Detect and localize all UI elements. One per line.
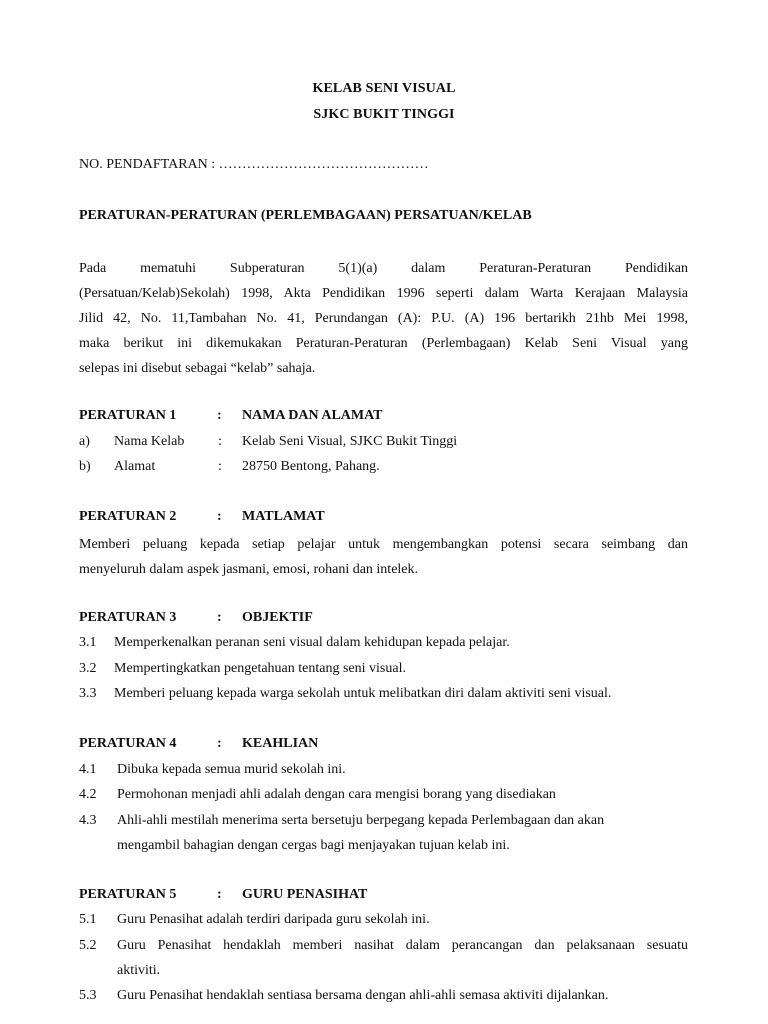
peraturan-title: MATLAMAT xyxy=(242,509,325,524)
peraturan-label: PERATURAN 4 xyxy=(79,736,177,751)
peraturan-label: PERATURAN 3 xyxy=(79,610,177,625)
item-text: Mempertingkatkan pengetahuan tentang seni visual. xyxy=(114,661,406,676)
peraturan-4-heading xyxy=(79,736,688,756)
item-field: Nama Kelab xyxy=(114,434,185,449)
intro-line: maka berikut ini dikemukakan Peraturan-Peraturan (Perlembagaan) Kelab Seni Visual yang xyxy=(79,336,688,351)
peraturan-2-heading xyxy=(79,509,688,529)
peraturan-label: PERATURAN 5 xyxy=(79,887,177,902)
paragraph-line: menyeluruh dalam aspek jasmani, emosi, rohani dan intelek. xyxy=(79,562,419,577)
peraturan-1-heading xyxy=(79,408,688,428)
item-number: 3.1 xyxy=(79,635,97,650)
item-number: 5.1 xyxy=(79,912,97,927)
registration-number-line: NO. PENDAFTARAN : ……………………………………… xyxy=(79,157,429,172)
item-text: Dibuka kepada semua murid sekolah ini. xyxy=(117,762,346,777)
peraturan-3-heading xyxy=(79,610,688,630)
document-title-line2: SJKC BUKIT TINGGI xyxy=(313,107,455,122)
list-item xyxy=(79,459,688,479)
item-number: 3.3 xyxy=(79,686,97,701)
document-title-line1: KELAB SENI VISUAL xyxy=(312,81,456,96)
item-value: Kelab Seni Visual, SJKC Bukit Tinggi xyxy=(242,434,458,449)
peraturan-5-heading xyxy=(79,887,688,907)
peraturan-title: KEAHLIAN xyxy=(242,736,319,751)
item-number: 4.2 xyxy=(79,787,97,802)
item-value: 28750 Bentong, Pahang. xyxy=(242,459,380,474)
item-text xyxy=(117,808,688,858)
heading-colon: : xyxy=(217,408,222,423)
item-text xyxy=(117,933,688,983)
item-marker: a) xyxy=(79,434,90,449)
item-field: Alamat xyxy=(114,459,156,474)
item-number: 3.2 xyxy=(79,661,97,676)
paragraph-line: Memberi peluang kepada setiap pelajar untuk mengembangkan potensi secara seimbang dan xyxy=(79,537,688,552)
item-text: Memperkenalkan peranan seni visual dalam kehidupan kepada pelajar. xyxy=(114,635,510,650)
item-text-line: mengambil bahagian dengan cergas bagi menjayakan tujuan kelab ini. xyxy=(117,838,510,853)
heading-colon: : xyxy=(217,509,222,524)
item-colon: : xyxy=(218,434,222,449)
item-colon: : xyxy=(218,459,222,474)
item-text: Memberi peluang kepada warga sekolah untuk melibatkan diri dalam aktiviti seni visual. xyxy=(114,686,612,701)
peraturan-title: NAMA DAN ALAMAT xyxy=(242,408,383,423)
item-text: Permohonan menjadi ahli adalah dengan cara mengisi borang yang disediakan xyxy=(117,787,556,802)
heading-colon: : xyxy=(217,887,222,902)
peraturan-title: GURU PENASIHAT xyxy=(242,887,368,902)
intro-line: selepas ini disebut sebagai “kelab” sahaja. xyxy=(79,361,316,376)
intro-paragraph xyxy=(79,256,688,381)
peraturan-label: PERATURAN 2 xyxy=(79,509,177,524)
item-marker: b) xyxy=(79,459,91,474)
peraturan-label: PERATURAN 1 xyxy=(79,408,177,423)
list-item xyxy=(79,434,688,454)
item-text-line: Ahli-ahli mestilah menerima serta bersetuju berpegang kepada Perlembagaan dan akan xyxy=(117,813,605,828)
item-text-line: aktiviti. xyxy=(117,963,161,978)
intro-line: Pada mematuhi Subperaturan 5(1)(a) dalam Peraturan-Peraturan Pendidikan xyxy=(79,261,688,276)
peraturan-2-paragraph xyxy=(79,532,688,582)
item-text: Guru Penasihat hendaklah sentiasa bersama dengan ahli-ahli semasa aktiviti dijalankan. xyxy=(117,988,609,1003)
item-number: 5.3 xyxy=(79,988,97,1003)
heading-colon: : xyxy=(217,610,222,625)
intro-line: (Persatuan/Kelab)Sekolah) 1998, Akta Pendidikan 1996 seperti dalam Warta Kerajaan Malaysia xyxy=(79,286,688,301)
item-number: 4.1 xyxy=(79,762,97,777)
item-number: 5.2 xyxy=(79,938,97,953)
heading-colon: : xyxy=(217,736,222,751)
item-text-line: Guru Penasihat hendaklah memberi nasihat dalam perancangan dan pelaksanaan sesuatu xyxy=(117,938,688,953)
rules-title: PERATURAN-PERATURAN (PERLEMBAGAAN) PERSATUAN/KELAB xyxy=(79,208,532,223)
item-text: Guru Penasihat adalah terdiri daripada guru sekolah ini. xyxy=(117,912,430,927)
item-number: 4.3 xyxy=(79,813,97,828)
intro-line: Jilid 42, No. 11,Tambahan No. 41, Perundangan (A): P.U. (A) 196 bertarikh 21hb Mei 1998, xyxy=(79,311,688,326)
peraturan-title: OBJEKTIF xyxy=(242,610,313,625)
